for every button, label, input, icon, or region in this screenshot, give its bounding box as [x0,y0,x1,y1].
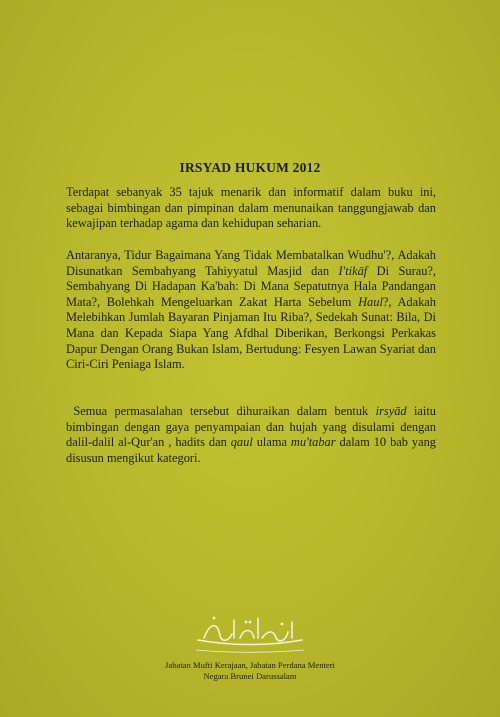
arabic-calligraphy-logo-icon [190,612,310,656]
publisher-line-1: Jabatan Mufti Kerajaan, Jabatan Perdana Menteri [165,660,335,670]
publisher-info [0,660,500,681]
book-title: IRSYAD HUKUM 2012 [179,160,321,175]
summary-paragraph: Semua permasalahan tersebut dihuraikan dalam bentuk irsyād iaitu bimbingan dengan gaya penyampaian dan hujah yang disulami dengan dalil-dalil al-Qur'an , hadits dan qaul ulama mu'tabar dalam 10 bab yang disusun mengikut kategori. [66,404,436,465]
publisher-line-2: Negara Brunei Darussalam [203,670,297,681]
topics-paragraph: Antaranya, Tidur Bagaimana Yang Tidak Membatalkan Wudhu'?, Adakah Disunatkan Sembahyang Tahiyyatul Masjid dan I'tikāf Di Surau?, Sembahyang Di Hadapan Ka'bah: Di Mana Sepatutnya Hala Pandangan Mata?, Bolehkah Mengeluarkan Zakat Harta Sebelum Haul?, Adakah Melebihkan Jumlah Bayaran Pinjaman Itu Riba?, Sedekah Sunat: Bila, Di Mana dan Kepada Siapa Yang Afdhal Diberikan, Berkongsi Perkakas Dapur Dengan Orang Bukan Islam, Bertudung: Fesyen Lawan Syariat dan Ciri-Ciri Peniaga Islam. [66,248,437,372]
intro-paragraph: Terdapat sebanyak 35 tajuk menarik dan informatif dalam buku ini, sebagai bimbingan dan pimpinan dalam menunaikan tanggungjawab dan kewajipan terhadap agama dan kehidupan seharian. [66,185,436,231]
